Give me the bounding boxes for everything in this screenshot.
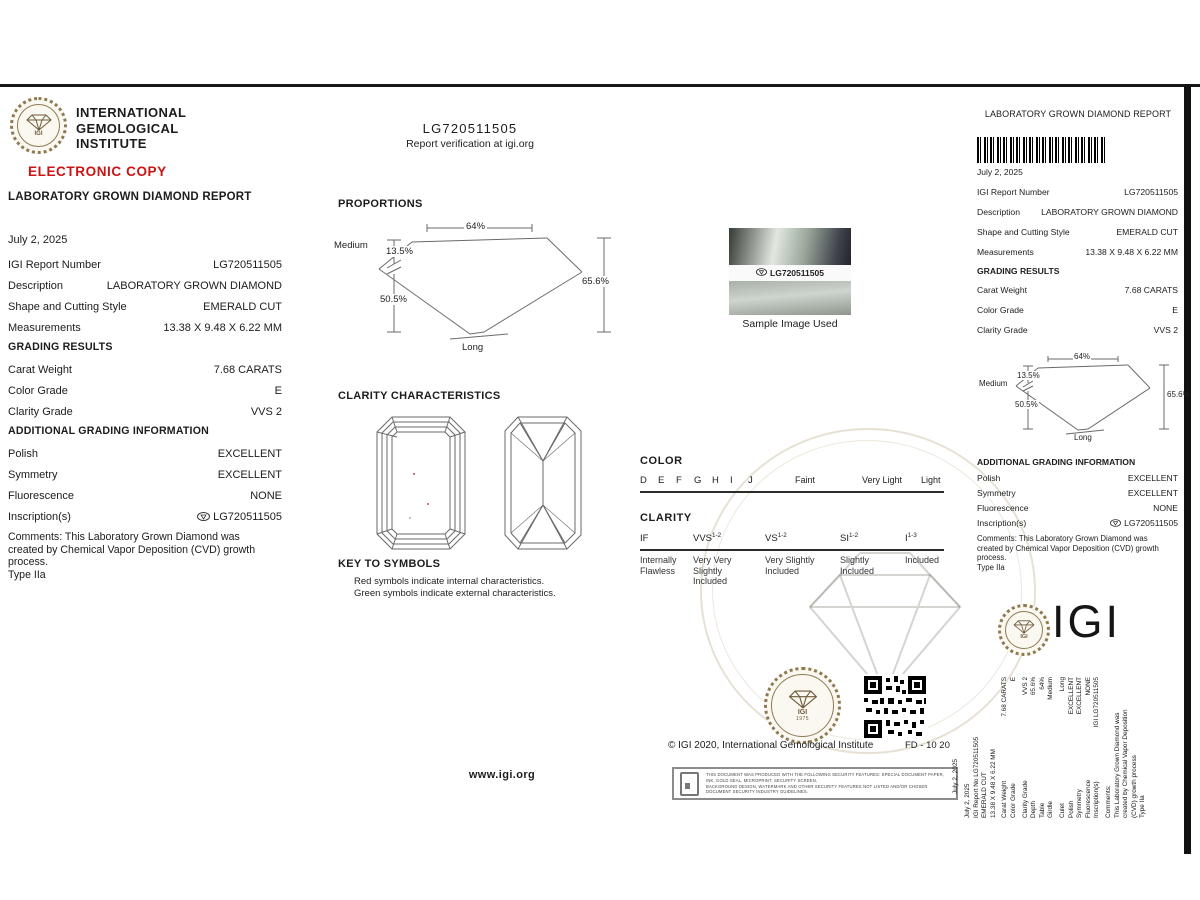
seal-igi-text: IGI (34, 131, 43, 137)
document-icon (680, 772, 699, 796)
inscription-value-wrap (197, 509, 282, 526)
stub-additional-rows (977, 473, 1178, 514)
rotated-group-clarity-proportions (1022, 677, 1056, 818)
diamond-icon (788, 690, 818, 709)
color-very-light-label: Very Light (862, 475, 903, 485)
color-scale-title: COLOR (640, 455, 683, 467)
row-label: Measurements (977, 247, 1034, 257)
color-scale-row (640, 475, 944, 489)
verification-note: Report verification at igi.org (406, 138, 534, 150)
clarity-description: Very Very Slightly Included (693, 555, 732, 586)
diamond-profile-drawing (332, 220, 634, 358)
row-label: Shape and Cutting Style (977, 227, 1070, 237)
color-light-label: Light (921, 475, 941, 485)
clarity-grade (765, 532, 840, 547)
row-label: Symmetry (8, 469, 58, 481)
row-label: IGI Report Number (8, 259, 101, 271)
row-label: Clarity Grade (8, 406, 73, 418)
table-row (977, 503, 1178, 514)
row-label: Color Grade (977, 305, 1024, 315)
crown-view-diagram (376, 416, 466, 550)
clarity-scale (640, 512, 944, 587)
stub-inscription-row (977, 518, 1178, 530)
rotated-line: Culet Long (1058, 677, 1066, 818)
row-value: EMERALD CUT (203, 301, 282, 313)
inscription-number: LG720511505 (1124, 518, 1178, 528)
rotated-line: Comments: (1104, 785, 1112, 818)
color-letter: G (694, 475, 702, 486)
report-date: July 2, 2025 (8, 234, 68, 246)
diamond-icon (26, 114, 52, 131)
row-label: Polish (8, 448, 38, 460)
key-line: Red symbols indicate internal characteristics. (354, 576, 545, 587)
seal-year: 1975 (795, 715, 810, 722)
grade-superscript: 1-2 (848, 532, 859, 539)
crown-height-label: 13.5% (386, 246, 413, 257)
table-row (8, 446, 282, 462)
stub-grading-header: GRADING RESULTS (977, 266, 1060, 276)
table-row (977, 473, 1178, 484)
additional-rows (8, 446, 282, 504)
stub-details (977, 186, 1178, 344)
table-row (977, 206, 1178, 218)
clarity-description: Very Slightly Included (765, 555, 815, 576)
rotated-line: Type IIa (1139, 795, 1147, 818)
row-label: Fluorescence (8, 490, 75, 502)
row-value: LABORATORY GROWN DIAMOND (106, 280, 282, 292)
pavilion-depth-label: 50.5% (1015, 400, 1038, 409)
crown-height-label: 13.5% (1017, 371, 1040, 380)
clarity-description: Slightly Included (840, 555, 875, 576)
igi-seal-icon (756, 268, 767, 278)
rotated-line: Table 64% (1038, 677, 1046, 818)
comment-line: Comments: This Laboratory Grown Diamond was (8, 531, 240, 543)
clarity-grade (905, 532, 943, 547)
table-row (977, 488, 1178, 499)
table-row (8, 467, 282, 483)
color-letter: D (640, 475, 647, 486)
stub-rotated-summary (964, 677, 1151, 818)
clarity-characteristics-title: CLARITY CHARACTERISTICS (338, 390, 501, 402)
top-divider-rule (0, 84, 1200, 87)
rotated-line: Depth 65.6% (1030, 677, 1038, 818)
table-row (8, 320, 282, 336)
report-details-panel (8, 234, 282, 581)
comment-line: process. (8, 556, 49, 568)
stub-additional-panel (977, 456, 1178, 572)
clarity-grades-row (640, 532, 944, 547)
comment-line: Comments: This Laboratory Grown Diamond was (977, 534, 1148, 543)
comment-line: created by Chemical Vapor Deposition (CVD) growth (8, 543, 256, 556)
color-letter: E (658, 475, 665, 486)
table-row (977, 246, 1178, 258)
comments-block (8, 531, 282, 581)
clarity-description: Included (905, 555, 940, 565)
grade-base: IF (640, 533, 649, 545)
rotated-line: Polish EXCELLENT (1067, 677, 1075, 818)
stub-edge-date: July 2, 2025 (952, 758, 959, 794)
rotated-line: (CVD) growth process (1130, 755, 1138, 818)
grade-superscript: 1-2 (777, 532, 787, 539)
diamond-profile-drawing (978, 350, 1188, 444)
row-value: EXCELLENT (1127, 473, 1178, 483)
stub-igi-seal (998, 604, 1050, 656)
grading-rows (8, 362, 282, 420)
right-edge-bar (1184, 84, 1191, 854)
additional-grading-header: ADDITIONAL GRADING INFORMATION (8, 425, 209, 437)
rotated-group-finish (1059, 677, 1102, 818)
rotated-line: 13.38 X 9.48 X 6.22 MM (989, 749, 997, 818)
igi-seal-icon (1110, 519, 1121, 530)
rotated-line: Inscription(s) IGI LG720511505 (1093, 677, 1101, 818)
sample-image-caption: Sample Image Used (742, 318, 838, 330)
stub-additional-header: ADDITIONAL GRADING INFORMATION (977, 457, 1136, 467)
color-scale-rule (640, 491, 944, 493)
diamond-icon (1013, 620, 1035, 634)
security-features-box (672, 767, 958, 800)
row-value: 7.68 CARATS (213, 364, 282, 376)
rotated-line: Color Grade E (1009, 677, 1017, 818)
row-label: Description (8, 280, 64, 292)
rotated-line: Clarity Grade VVS 2 (1021, 677, 1029, 818)
color-letter: J (748, 475, 753, 486)
grade-base: VS (765, 533, 778, 545)
rotated-line: Symmetry EXCELLENT (1076, 677, 1084, 818)
rotated-line: Carat Weight 7.68 CARATS (1001, 677, 1009, 818)
igi-seal-logo (10, 97, 67, 154)
table-row (977, 226, 1178, 238)
rotated-group-comments (1105, 677, 1148, 818)
row-value: 7.68 CARATS (1124, 285, 1178, 295)
row-label: Fluorescence (977, 503, 1029, 513)
girdle-label: Medium (979, 379, 1008, 388)
pavilion-depth-label: 50.5% (380, 294, 407, 305)
row-value: VVS 2 (1153, 325, 1178, 335)
clarity-grade (693, 532, 765, 547)
stub-info-rows (977, 186, 1178, 258)
row-value: E (1172, 305, 1178, 315)
row-value: E (274, 385, 282, 397)
stub-comments (977, 534, 1178, 572)
row-label: Shape and Cutting Style (8, 301, 127, 313)
color-letter: F (676, 475, 682, 486)
key-line: Green symbols indicate external characteristics. (354, 587, 556, 599)
qr-code (862, 674, 928, 740)
row-value: LG720511505 (213, 259, 282, 271)
inscription-value-wrap (1110, 518, 1178, 530)
inscription-number: LG720511505 (213, 511, 282, 523)
clarity-grade (640, 532, 693, 547)
row-label: Color Grade (8, 385, 68, 397)
rotated-line: This Laboratory Grown Diamond was (1113, 712, 1121, 818)
row-label: Clarity Grade (977, 325, 1028, 335)
row-value: EXCELLENT (217, 448, 282, 460)
institute-name: INTERNATIONAL GEMOLOGICAL INSTITUTE (76, 105, 187, 151)
igi-seal-icon (197, 510, 210, 526)
comment-line: created by Chemical Vapor Deposition (CVD) growth (977, 543, 1159, 553)
clarity-descriptions-row (640, 555, 944, 587)
grade-superscript: 1-3 (907, 532, 917, 539)
culet-label: Long (462, 342, 484, 353)
total-depth-label: 65.6% (582, 276, 609, 287)
clarity-description: Internally Flawless (640, 555, 677, 576)
grade-base: I (905, 533, 908, 545)
color-faint-label: Faint (795, 475, 816, 485)
info-rows (8, 257, 282, 336)
table-row (8, 362, 282, 378)
copyright-line: © IGI 2020, International Gemological Institute (668, 740, 874, 751)
row-label: Measurements (8, 322, 81, 334)
rotated-line: Girdle Medium (1047, 677, 1055, 818)
row-value: 13.38 X 9.48 X 6.22 MM (163, 322, 282, 334)
rotated-line: created by Chemical Vapor Deposition (1122, 709, 1130, 818)
row-label: IGI Report Number (977, 187, 1050, 197)
comment-line: process. (977, 553, 1007, 563)
culet-label: Long (1074, 433, 1092, 442)
seal-igi-text: IGI (797, 708, 808, 716)
inscription-label: Inscription(s) (977, 518, 1027, 528)
row-value: NONE (250, 490, 282, 502)
color-scale (640, 455, 944, 493)
seal-igi-text: IGI (1020, 634, 1028, 640)
row-value: LABORATORY GROWN DIAMOND (1041, 207, 1178, 217)
igi-logotype: IGI (1052, 596, 1122, 647)
row-label: Symmetry (977, 488, 1016, 498)
security-text (706, 772, 950, 794)
sample-inscription-photo (729, 228, 851, 315)
photo-bottom-gradient (729, 281, 851, 315)
clarity-scale-title: CLARITY (640, 512, 692, 524)
row-value: EMERALD CUT (1116, 227, 1178, 237)
color-letter: H (712, 475, 719, 486)
center-report-number: LG720511505 (422, 121, 518, 136)
stub-proportions-diagram (978, 350, 1188, 444)
row-label: Description (977, 207, 1020, 217)
key-to-symbols-title: KEY TO SYMBOLS (338, 558, 441, 570)
stub-title: LABORATORY GROWN DIAMOND REPORT (984, 109, 1172, 119)
table-row (8, 299, 282, 315)
website-url: www.igi.org (468, 769, 536, 781)
photo-top-gradient (729, 228, 851, 265)
security-line: BACKGROUND DESIGN, WATERMARK AND OTHER SECURITY FEATURES NOT LISTED AND/OR CHOSEN DOCUMENT SECURITY INDUSTRY GUIDELINES. (706, 783, 928, 795)
barcode (977, 137, 1105, 163)
girdle-label: Medium (334, 240, 368, 251)
security-line: THIS DOCUMENT WAS PRODUCED WITH THE FOLLOWING SECURITY FEATURES: SPECIAL DOCUMENT PAPER, INK, GOLD SEAL, MICROPRINT, SECURITY SCREEN, (706, 772, 945, 783)
grade-base: VVS (693, 533, 713, 545)
comment-line: Type IIa (8, 568, 46, 581)
comment-line: Type IIa (977, 562, 1005, 572)
rotated-line: IGI Report No LG720511505 (972, 736, 980, 818)
form-code: FD - 10 20 (905, 740, 950, 751)
table-row (977, 284, 1178, 296)
row-label: Polish (977, 473, 1001, 483)
inscription-band (729, 265, 851, 281)
proportions-diagram (332, 220, 634, 358)
rotated-line: July 2, 2025 (964, 783, 971, 818)
color-letter: I (730, 475, 733, 486)
table-row (8, 488, 282, 504)
rotated-line: Fluorescence NONE (1084, 677, 1092, 818)
pavilion-view-diagram (504, 416, 582, 550)
rotated-line: EMERALD CUT (981, 772, 989, 818)
table-percent-label: 64% (466, 221, 486, 232)
table-row (977, 324, 1178, 336)
table-row (8, 278, 282, 294)
table-row (8, 383, 282, 399)
row-value: LG720511505 (1124, 187, 1178, 197)
gold-seal (764, 667, 841, 744)
row-label: Carat Weight (8, 364, 72, 376)
row-value: EXCELLENT (1127, 488, 1178, 498)
clarity-scale-rule (640, 549, 944, 551)
inscription-photo-number: LG720511505 (770, 268, 824, 278)
row-value: VVS 2 (250, 406, 282, 418)
key-to-symbols-lines (354, 576, 556, 599)
clarity-plot-diagrams (362, 412, 592, 554)
row-value: 13.38 X 9.48 X 6.22 MM (1085, 247, 1178, 257)
total-depth-label: 65.6% (1167, 390, 1190, 399)
proportions-title: PROPORTIONS (338, 198, 423, 210)
table-row (8, 404, 282, 420)
rotated-group-weight-color (1001, 677, 1018, 818)
table-row (977, 304, 1178, 316)
electronic-copy-label: ELECTRONIC COPY (28, 164, 167, 179)
stub-grading-rows (977, 284, 1178, 336)
stub-date: July 2, 2025 (977, 167, 1023, 177)
row-value: NONE (1153, 503, 1178, 513)
table-percent-label: 64% (1074, 352, 1091, 361)
table-row (8, 257, 282, 273)
inscription-row (8, 509, 282, 526)
grade-base: SI (840, 533, 849, 545)
row-label: Carat Weight (977, 285, 1027, 295)
inscription-label: Inscription(s) (8, 511, 71, 523)
grading-results-header: GRADING RESULTS (8, 341, 113, 353)
row-value: EXCELLENT (217, 469, 282, 481)
rotated-group-id (964, 677, 998, 818)
report-title: LABORATORY GROWN DIAMOND REPORT (8, 191, 252, 203)
clarity-grade (840, 532, 905, 547)
grade-superscript: 1-2 (712, 532, 722, 539)
table-row (977, 186, 1178, 198)
